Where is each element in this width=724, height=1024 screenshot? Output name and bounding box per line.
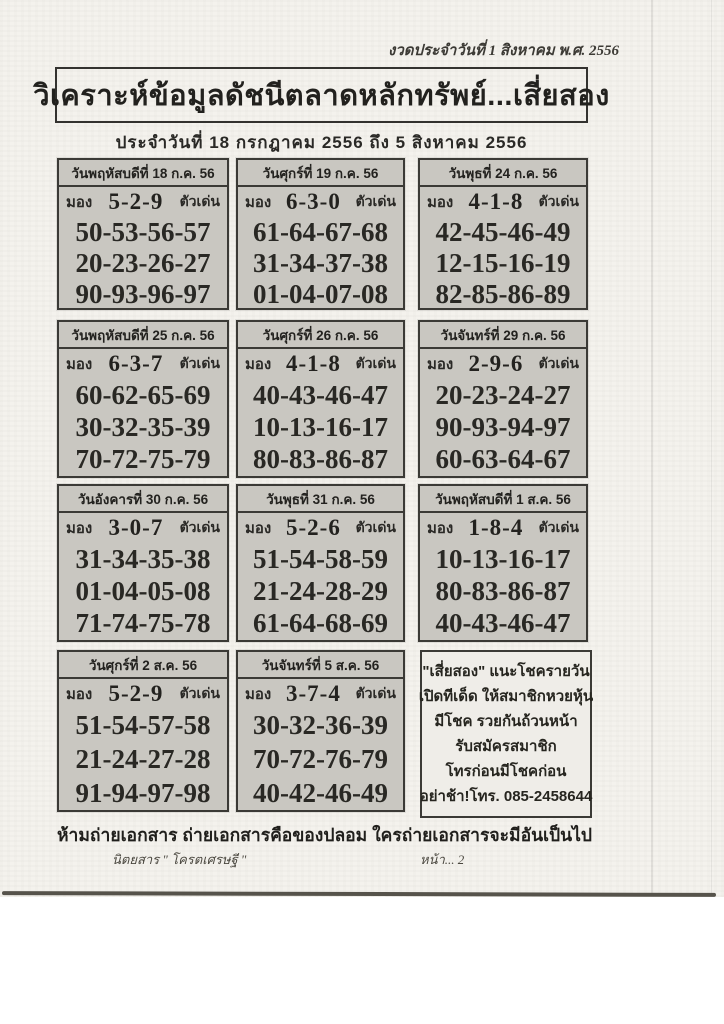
number-row: 51-54-58-59 bbox=[253, 543, 388, 574]
cell-date: วันพุธที่ 24 ก.ค. 56 bbox=[420, 160, 586, 187]
number-row: 50-53-56-57 bbox=[75, 217, 211, 247]
number-row: 40-42-46-49 bbox=[253, 777, 388, 808]
number-row: 90-93-96-97 bbox=[75, 279, 211, 309]
number-row: 31-34-35-38 bbox=[75, 543, 211, 574]
number-row: 90-93-94-97 bbox=[435, 411, 571, 442]
day-cell-5-aug bbox=[236, 650, 405, 812]
day-cell-1-aug bbox=[418, 484, 588, 642]
standout-label: ตัวเด่น bbox=[355, 355, 396, 371]
main-digits: 6-3-7 bbox=[108, 351, 164, 376]
main-digits: 3-0-7 bbox=[108, 515, 164, 540]
standout-label: ตัวเด่น bbox=[179, 519, 220, 535]
advert-box bbox=[420, 650, 592, 818]
number-row: 60-62-65-69 bbox=[75, 379, 211, 410]
number-row: 40-43-46-47 bbox=[435, 608, 571, 639]
main-digits: 1-8-4 bbox=[468, 515, 524, 540]
day-cell-29-jul bbox=[418, 320, 588, 478]
standout-label: ตัวเด่น bbox=[355, 193, 396, 209]
number-row: 30-32-35-39 bbox=[75, 411, 211, 442]
main-digits: 3-7-4 bbox=[286, 681, 341, 706]
ad-line: มีโชค รวยกันถ้วนหน้า bbox=[434, 713, 578, 730]
cell-date: วันพุธที่ 31 ก.ค. 56 bbox=[238, 486, 403, 513]
look-label: มอง bbox=[245, 686, 272, 703]
ad-line: โทรก่อนมีโชคก่อน bbox=[445, 763, 567, 780]
number-row: 01-04-05-08 bbox=[75, 575, 211, 606]
main-digits: 2-9-6 bbox=[468, 351, 524, 376]
cell-look-line bbox=[420, 187, 586, 217]
main-digits: 4-1-8 bbox=[286, 351, 341, 376]
look-label: มอง bbox=[66, 194, 93, 211]
day-cell-26-jul bbox=[236, 320, 405, 478]
number-row: 60-63-64-67 bbox=[435, 444, 571, 475]
standout-label: ตัวเด่น bbox=[179, 193, 220, 209]
cell-look-line bbox=[420, 513, 586, 543]
cell-look-line bbox=[238, 679, 403, 709]
number-row: 82-85-86-89 bbox=[435, 279, 571, 309]
cell-look-line bbox=[420, 349, 586, 379]
look-label: มอง bbox=[427, 194, 454, 211]
number-row: 51-54-57-58 bbox=[75, 710, 211, 741]
page-fold-line bbox=[651, 0, 653, 893]
standout-label: ตัวเด่น bbox=[355, 685, 396, 701]
standout-label: ตัวเด่น bbox=[355, 519, 396, 535]
look-label: มอง bbox=[66, 356, 93, 373]
standout-label: ตัวเด่น bbox=[538, 193, 579, 209]
number-row: 10-13-16-17 bbox=[253, 411, 388, 442]
standout-label: ตัวเด่น bbox=[179, 355, 220, 371]
title-box bbox=[33, 67, 610, 123]
copy-warning-text: ห้ามถ่ายเอกสาร ถ่ายเอกสารคือของปลอม ใครถ่ายเอกสารจะมีอันเป็นไป bbox=[57, 825, 593, 845]
main-digits: 5-2-6 bbox=[286, 515, 341, 540]
number-row: 61-64-67-68 bbox=[253, 217, 388, 247]
standout-label: ตัวเด่น bbox=[538, 355, 579, 371]
cell-look-line bbox=[59, 513, 227, 543]
ad-line: เปิดทีเด็ด ให้สมาชิกหวยหุ้น bbox=[418, 688, 594, 705]
ad-line: รับสมัครสมาชิก bbox=[455, 738, 557, 755]
cell-date: วันจันทร์ที่ 29 ก.ค. 56 bbox=[420, 322, 586, 349]
cell-look-line bbox=[238, 349, 403, 379]
main-digits: 6-3-0 bbox=[286, 189, 341, 214]
number-row: 31-34-37-38 bbox=[253, 248, 388, 278]
day-cell-31-jul bbox=[236, 484, 405, 642]
number-row: 21-24-28-29 bbox=[253, 575, 388, 606]
page-right-edge bbox=[711, 0, 712, 895]
number-row: 80-83-86-87 bbox=[253, 444, 388, 475]
look-label: มอง bbox=[245, 194, 272, 211]
number-row: 61-64-68-69 bbox=[253, 608, 388, 639]
number-row: 01-04-07-08 bbox=[253, 279, 388, 309]
ad-line: "เสี่ยสอง" แนะโชครายวัน bbox=[422, 663, 590, 680]
look-label: มอง bbox=[427, 520, 454, 537]
number-row: 42-45-46-49 bbox=[435, 217, 571, 247]
page-title: วิเคราะห์ข้อมูลดัชนีตลาดหลักทรัพย์...เสี่ยสอง bbox=[33, 80, 610, 112]
look-label: มอง bbox=[66, 520, 93, 537]
cell-date: วันพฤหัสบดีที่ 18 ก.ค. 56 bbox=[59, 160, 227, 187]
cell-date: วันจันทร์ที่ 5 ส.ค. 56 bbox=[238, 652, 403, 679]
number-row: 20-23-26-27 bbox=[75, 248, 211, 278]
cell-date: วันศุกร์ที่ 19 ก.ค. 56 bbox=[238, 160, 403, 187]
number-row: 21-24-27-28 bbox=[75, 744, 211, 774]
cell-look-line bbox=[238, 187, 403, 217]
main-digits: 4-1-8 bbox=[468, 189, 524, 214]
main-digits: 5-2-9 bbox=[108, 681, 164, 706]
cell-look-line bbox=[59, 187, 227, 217]
day-cell-25-jul bbox=[57, 320, 229, 478]
number-row: 12-15-16-19 bbox=[435, 248, 571, 278]
number-row: 30-32-36-39 bbox=[253, 710, 388, 741]
page-number: หน้า... 2 bbox=[420, 852, 465, 867]
number-row: 20-23-24-27 bbox=[435, 379, 571, 410]
cell-date: วันศุกร์ที่ 26 ก.ค. 56 bbox=[238, 322, 403, 349]
date-range-subtitle: ประจำวันที่ 18 กรกฎาคม 2556 ถึง 5 สิงหาคม 2556 bbox=[115, 133, 528, 152]
look-label: มอง bbox=[245, 356, 272, 373]
look-label: มอง bbox=[427, 356, 454, 373]
cell-look-line bbox=[59, 679, 227, 709]
number-row: 71-74-75-78 bbox=[75, 608, 211, 639]
issue-date-line: งวดประจำวันที่ 1 สิงหาคม พ.ศ. 2556 bbox=[388, 43, 620, 59]
number-row: 70-72-76-79 bbox=[253, 744, 388, 774]
day-cell-24-jul bbox=[418, 158, 588, 310]
cell-look-line bbox=[59, 349, 227, 379]
number-row: 80-83-86-87 bbox=[435, 575, 571, 606]
cell-look-line bbox=[238, 513, 403, 543]
standout-label: ตัวเด่น bbox=[538, 519, 579, 535]
page-bottom-edge bbox=[2, 891, 716, 897]
cell-date: วันพฤหัสบดีที่ 1 ส.ค. 56 bbox=[420, 486, 586, 513]
cell-date: วันศุกร์ที่ 2 ส.ค. 56 bbox=[59, 652, 227, 679]
day-cell-30-jul bbox=[57, 484, 229, 642]
main-digits: 5-2-9 bbox=[108, 189, 164, 214]
cell-date: วันพฤหัสบดีที่ 25 ก.ค. 56 bbox=[59, 322, 227, 349]
number-row: 10-13-16-17 bbox=[435, 543, 571, 574]
day-cell-19-jul bbox=[236, 158, 405, 310]
magazine-name: นิตยสาร " โครตเศรษฐี " bbox=[112, 852, 247, 867]
look-label: มอง bbox=[245, 520, 272, 537]
day-cell-2-aug bbox=[57, 650, 229, 812]
day-cell-18-jul bbox=[57, 158, 229, 310]
number-row: 91-94-97-98 bbox=[75, 777, 211, 808]
standout-label: ตัวเด่น bbox=[179, 685, 220, 701]
cell-date: วันอังคารที่ 30 ก.ค. 56 bbox=[59, 486, 227, 513]
look-label: มอง bbox=[66, 686, 93, 703]
number-row: 40-43-46-47 bbox=[253, 379, 388, 410]
number-row: 70-72-75-79 bbox=[75, 444, 211, 475]
ad-phone-line: อย่าช้า!โทร. 085-2458644 bbox=[419, 788, 593, 805]
